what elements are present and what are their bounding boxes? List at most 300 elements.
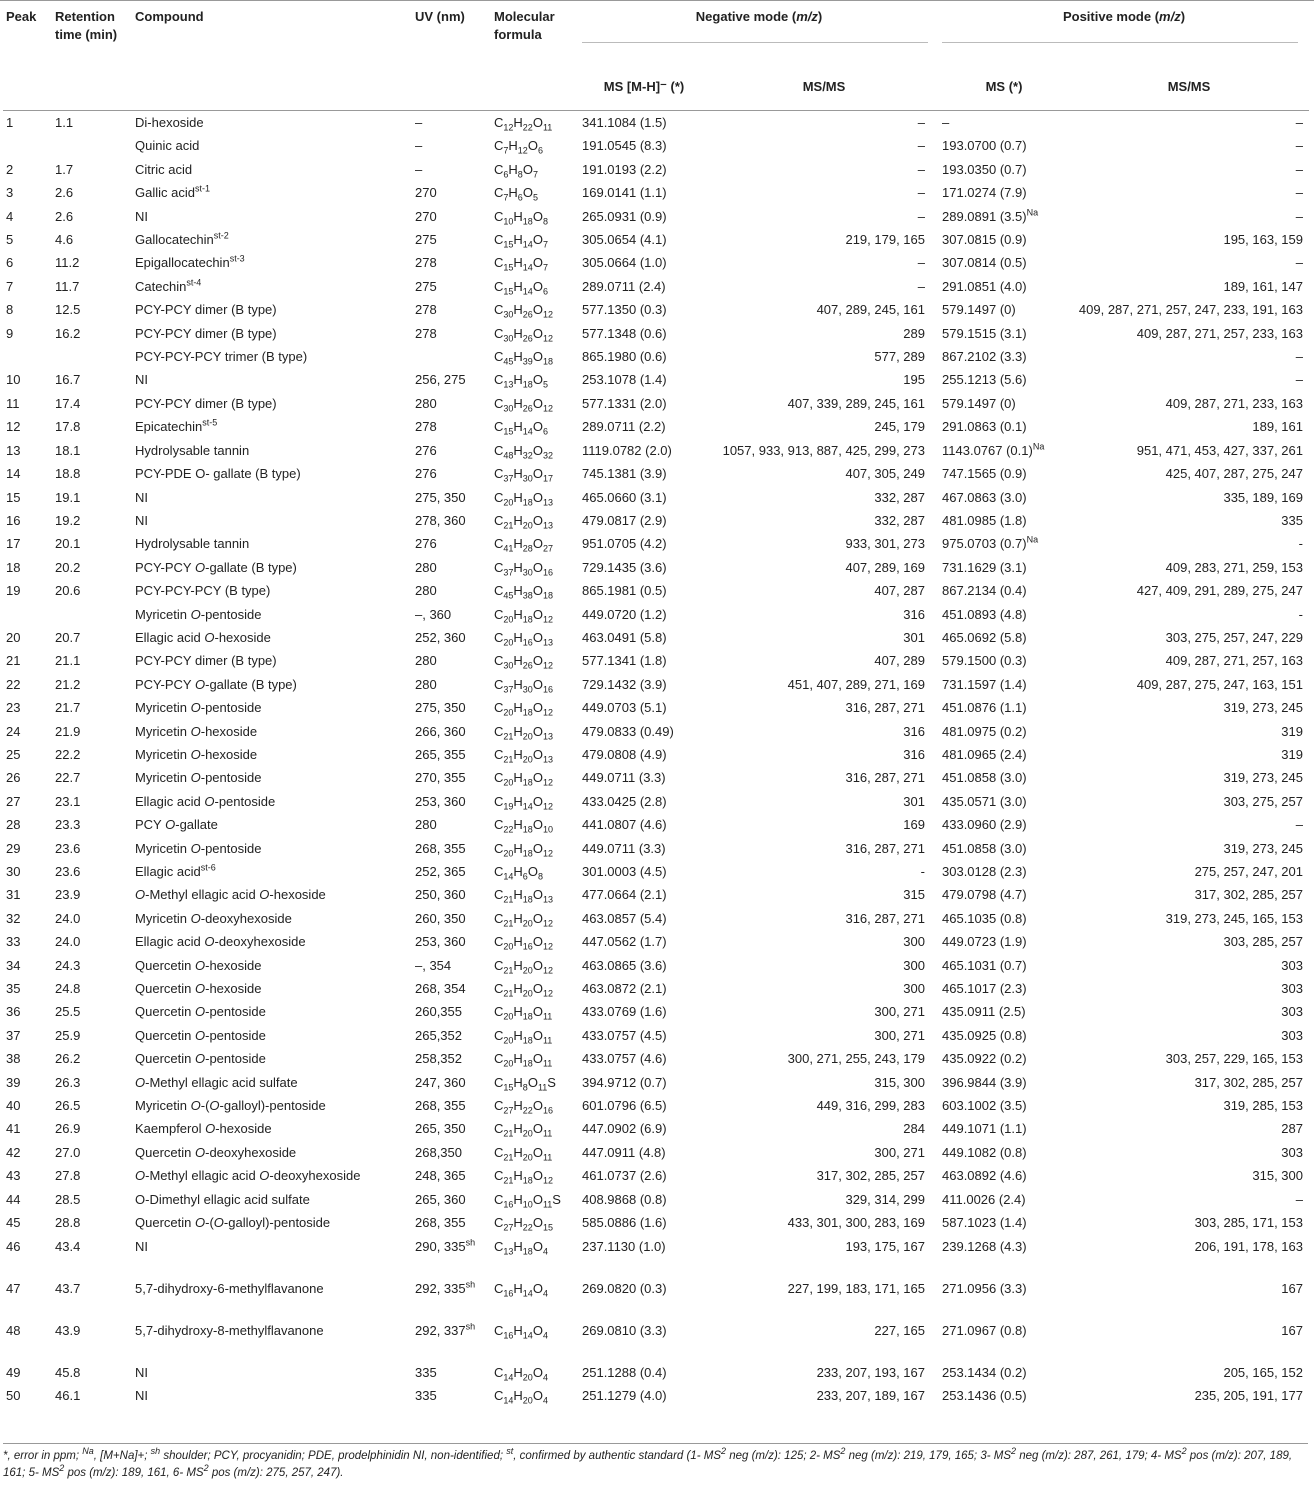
cell-pos-msms: 303 bbox=[1281, 957, 1303, 973]
cell-pos-msms: 303, 285, 257 bbox=[1223, 934, 1303, 950]
cell-compound: Myricetin O-hexoside bbox=[135, 723, 258, 739]
cell-peak: 28 bbox=[6, 817, 21, 833]
cell-pos-msms: 206, 191, 178, 163 bbox=[1194, 1238, 1303, 1254]
table-row bbox=[3, 181, 1309, 204]
cell-formula: $C_7H_{12}O_6$ bbox=[494, 138, 543, 156]
cell-pos-msms: - bbox=[1298, 536, 1303, 552]
cell-pos-ms: 451.0876 (1.1) bbox=[942, 700, 1027, 716]
table-row bbox=[3, 977, 1309, 1000]
table-row bbox=[3, 345, 1309, 368]
cell-retention-time: 20.1 bbox=[55, 536, 81, 552]
cell-retention-time: 20.2 bbox=[55, 559, 81, 575]
cell-pos-msms: 319, 273, 245 bbox=[1223, 840, 1303, 856]
cell-retention-time: 16.2 bbox=[55, 325, 81, 341]
cell-compound: PCY-PCY dimer (B type) bbox=[135, 325, 277, 341]
cell-uv: 268, 355 bbox=[415, 1098, 466, 1114]
table-row bbox=[3, 1164, 1309, 1187]
cell-compound: Di-hexoside bbox=[135, 115, 204, 130]
cell-neg-msms: – bbox=[917, 208, 925, 224]
cell-compound: Myricetin O-pentoside bbox=[135, 700, 262, 716]
cell-peak: 49 bbox=[6, 1364, 21, 1380]
cell-neg-ms: 479.0833 (0.49) bbox=[582, 723, 674, 739]
cell-pos-msms: – bbox=[1295, 349, 1303, 365]
cell-neg-ms: 463.0491 (5.8) bbox=[582, 629, 667, 645]
cell-peak: 27 bbox=[6, 793, 21, 809]
cell-formula: $C_{21}H_{20}O_{13}$ bbox=[494, 746, 553, 765]
cell-pos-msms: 319, 273, 245, 165, 153 bbox=[1165, 910, 1303, 926]
cell-formula: $C_{21}H_{20}O_{12}$ bbox=[494, 957, 553, 976]
cell-peak: 19 bbox=[6, 583, 21, 599]
cell-retention-time: 17.4 bbox=[55, 395, 81, 411]
cell-formula: $C_{15}H_8O_{11}S$ bbox=[494, 1074, 556, 1093]
cell-formula: $C_{20}H_{18}O_{12}$ bbox=[494, 606, 553, 625]
cell-peak: 43 bbox=[6, 1168, 21, 1184]
cell-pos-ms: 303.0128 (2.3) bbox=[942, 864, 1027, 879]
cell-pos-ms: 449.0723 (1.9) bbox=[942, 934, 1027, 950]
cell-uv: 290, $335^{sh}$ bbox=[415, 1237, 476, 1254]
cell-pos-ms: 481.0965 (2.4) bbox=[942, 746, 1027, 762]
cell-pos-msms: 287 bbox=[1281, 1121, 1303, 1137]
cell-compound: Citric acid bbox=[135, 161, 193, 177]
cell-peak: 34 bbox=[6, 957, 21, 973]
cell-retention-time: 19.2 bbox=[55, 512, 81, 528]
cell-formula: $C_{14}H_{20}O_4$ bbox=[494, 1364, 548, 1383]
cell-neg-msms: - bbox=[920, 864, 925, 879]
cell-formula: $C_{45}H_{39}O_{18}$ bbox=[494, 349, 553, 367]
cell-pos-ms: 289.0891 $(3.5)^{Na}$ bbox=[942, 207, 1039, 224]
cell-compound: PCY-PCY O-gallate (B type) bbox=[135, 676, 297, 692]
table-row bbox=[3, 486, 1309, 509]
cell-neg-ms: 463.0865 (3.6) bbox=[582, 957, 667, 973]
cell-pos-msms: 409, 283, 271, 259, 153 bbox=[1165, 559, 1303, 575]
cell-uv: 268, 354 bbox=[415, 981, 466, 997]
cell-peak bbox=[3, 345, 52, 368]
cell-formula: $C_{15}H_{14}O_7$ bbox=[494, 255, 548, 274]
table-row bbox=[3, 883, 1309, 906]
cell-compound: Myricetin O-deoxyhexoside bbox=[135, 910, 292, 926]
cell-peak: 35 bbox=[6, 981, 21, 997]
cell-uv bbox=[412, 345, 491, 368]
cell-uv: 253, 360 bbox=[415, 934, 466, 950]
cell-pos-msms: – bbox=[1295, 1191, 1303, 1207]
cell-neg-ms: 479.0808 (4.9) bbox=[582, 746, 667, 762]
cell-uv: 275, 350 bbox=[415, 489, 466, 505]
cell-uv: 276 bbox=[415, 466, 437, 482]
cell-uv: 276 bbox=[415, 442, 437, 458]
cell-pos-ms: 253.1436 (0.5) bbox=[942, 1387, 1027, 1403]
cell-compound: PCY-PDE O- gallate (B type) bbox=[135, 466, 301, 482]
cell-retention-time: 45.8 bbox=[55, 1364, 81, 1380]
cell-uv: 335 bbox=[415, 1364, 437, 1380]
cell-pos-ms: 396.9844 (3.9) bbox=[942, 1074, 1027, 1090]
cell-uv: 268,350 bbox=[415, 1144, 462, 1160]
cell-neg-msms: – bbox=[917, 185, 925, 201]
cell-pos-msms: 303, 275, 257 bbox=[1223, 793, 1303, 809]
cell-formula: $C_{21}H_{20}O_{11}$ bbox=[494, 1121, 553, 1140]
cell-neg-msms: 433, 301, 300, 283, 169 bbox=[787, 1215, 925, 1231]
cell-pos-msms: – bbox=[1295, 161, 1303, 177]
cell-neg-msms: 300 bbox=[903, 957, 925, 973]
cell-formula: $C_{20}H_{18}O_{13}$ bbox=[494, 489, 553, 508]
cell-neg-ms: 341.1084 (1.5) bbox=[582, 115, 667, 130]
cell-compound: Kaempferol O-hexoside bbox=[135, 1121, 272, 1137]
cell-pos-msms: 275, 257, 247, 201 bbox=[1194, 864, 1303, 879]
cell-pos-ms: 239.1268 (4.3) bbox=[942, 1238, 1027, 1254]
cell-neg-ms: 441.0807 (4.6) bbox=[582, 817, 667, 833]
cell-peak: 4 bbox=[6, 208, 14, 224]
cell-compound: Myricetin O-pentoside bbox=[135, 606, 262, 622]
cell-neg-ms: 585.0886 (1.6) bbox=[582, 1215, 667, 1231]
cell-neg-msms: 315, 300 bbox=[874, 1074, 925, 1090]
cell-neg-msms: 300 bbox=[903, 934, 925, 950]
positive-mode-label: Positive mode (m/z) bbox=[1062, 9, 1186, 24]
cell-peak: 16 bbox=[6, 512, 21, 528]
cell-compound: NI bbox=[135, 489, 148, 505]
cell-neg-msms: – bbox=[917, 255, 925, 271]
cell-formula: $C_{20}H_{18}O_{11}$ bbox=[494, 1051, 553, 1069]
cell-neg-msms: 316 bbox=[903, 606, 925, 622]
cell-neg-ms: 191.0193 (2.2) bbox=[582, 161, 667, 177]
cell-pos-msms: 303 bbox=[1281, 1004, 1303, 1020]
cell-pos-msms: 235, 205, 191, 177 bbox=[1194, 1387, 1303, 1403]
cell-peak: 48 bbox=[6, 1322, 21, 1338]
cell-compound: 5,7-dihydroxy-6-methylflavanone bbox=[135, 1280, 324, 1296]
cell-neg-msms: – bbox=[917, 278, 925, 294]
header-formula: Molecular formula bbox=[494, 9, 555, 42]
cell-pos-ms: 867.2134 (0.4) bbox=[942, 583, 1027, 599]
header-neg-ms: MS [M-H]⁻ (*) bbox=[603, 79, 685, 94]
cell-formula: $C_{16}H_{14}O_4$ bbox=[494, 1322, 548, 1341]
cell-neg-ms: 463.0872 (2.1) bbox=[582, 981, 667, 997]
cell-neg-ms: 477.0664 (2.1) bbox=[582, 887, 667, 903]
cell-peak: 21 bbox=[6, 653, 21, 669]
cell-formula: $C_{14}H_{20}O_4$ bbox=[494, 1387, 548, 1406]
cell-formula: $C_{48}H_{32}O_{32}$ bbox=[494, 442, 553, 461]
table-row bbox=[3, 205, 1309, 228]
cell-uv: 248, 365 bbox=[415, 1168, 466, 1184]
cell-compound: Ellagic acid O-pentoside bbox=[135, 793, 276, 809]
cell-compound: Quercetin O-hexoside bbox=[135, 957, 262, 973]
cell-retention-time: 21.2 bbox=[55, 676, 81, 692]
cell-retention-time: 19.1 bbox=[55, 489, 81, 505]
cell-peak: 25 bbox=[6, 746, 21, 762]
cell-pos-msms: 409, 287, 275, 247, 163, 151 bbox=[1136, 676, 1303, 692]
cell-retention-time: 23.1 bbox=[55, 793, 81, 809]
table-row bbox=[3, 1024, 1309, 1047]
table-row bbox=[3, 1117, 1309, 1140]
table-row bbox=[3, 509, 1309, 532]
table-row bbox=[3, 556, 1309, 579]
cell-neg-msms: 195 bbox=[903, 372, 925, 388]
cell-retention-time: 27.8 bbox=[55, 1168, 81, 1184]
cell-peak: 15 bbox=[6, 489, 21, 505]
cell-peak: 44 bbox=[6, 1191, 21, 1207]
cell-neg-msms: 329, 314, 299 bbox=[845, 1191, 925, 1207]
header-neg-msms: MS/MS bbox=[802, 79, 846, 94]
cell-uv: 265, 350 bbox=[415, 1121, 466, 1137]
cell-peak: 7 bbox=[6, 278, 14, 294]
table-body bbox=[3, 111, 1309, 1408]
cell-retention-time: 21.7 bbox=[55, 700, 81, 716]
cell-retention-time: 28.8 bbox=[55, 1215, 81, 1231]
cell-neg-ms: 745.1381 (3.9) bbox=[582, 466, 667, 482]
cell-retention-time: 25.9 bbox=[55, 1027, 81, 1043]
table-row bbox=[3, 275, 1309, 298]
cell-compound: PCY-PCY dimer (B type) bbox=[135, 302, 277, 318]
cell-pos-ms: 481.0975 (0.2) bbox=[942, 723, 1027, 739]
cell-compound: O-Methyl ellagic acid sulfate bbox=[135, 1074, 298, 1090]
cell-peak: 10 bbox=[6, 372, 21, 388]
cell-compound: O-Dimethyl ellagic acid sulfate bbox=[135, 1191, 310, 1207]
cell-compound: Epicatechin$^{st-5}$ bbox=[135, 417, 218, 435]
cell-peak: 50 bbox=[6, 1387, 21, 1403]
cell-neg-msms: 233, 207, 189, 167 bbox=[816, 1387, 925, 1403]
cell-pos-ms: 731.1629 (3.1) bbox=[942, 559, 1027, 575]
cell-pos-ms: 579.1497 (0) bbox=[942, 395, 1016, 411]
cell-peak: 14 bbox=[6, 466, 21, 482]
cell-compound: Myricetin O-pentoside bbox=[135, 840, 262, 856]
cell-retention-time bbox=[52, 134, 132, 157]
cell-uv: 258,352 bbox=[415, 1051, 462, 1067]
cell-compound: Ellagic acid$^{st-6}$ bbox=[135, 862, 216, 879]
cell-neg-ms: 447.0562 (1.7) bbox=[582, 934, 667, 950]
cell-retention-time: 18.8 bbox=[55, 466, 81, 482]
cell-pos-msms: 409, 287, 271, 257, 163 bbox=[1165, 653, 1303, 669]
table-row bbox=[3, 1094, 1309, 1117]
cell-pos-msms: 303 bbox=[1281, 981, 1303, 997]
cell-uv: 275 bbox=[415, 232, 437, 248]
cell-compound: NI bbox=[135, 512, 148, 528]
cell-compound: Ellagic acid O-hexoside bbox=[135, 629, 271, 645]
cell-pos-ms: 479.0798 (4.7) bbox=[942, 887, 1027, 903]
cell-peak: 24 bbox=[6, 723, 21, 739]
cell-neg-msms: 332, 287 bbox=[874, 512, 925, 528]
cell-pos-msms: – bbox=[1295, 115, 1303, 130]
cell-peak: 8 bbox=[6, 302, 14, 318]
cell-pos-ms: 451.0858 (3.0) bbox=[942, 770, 1027, 786]
cell-retention-time: 2.6 bbox=[55, 185, 74, 201]
table-row bbox=[3, 766, 1309, 789]
cell-pos-msms: 319, 273, 245 bbox=[1223, 700, 1303, 716]
cell-pos-ms: 271.0967 (0.8) bbox=[942, 1322, 1027, 1338]
cell-neg-msms: 301 bbox=[903, 793, 925, 809]
cell-formula: $C_{20}H_{18}O_{11}$ bbox=[494, 1027, 553, 1046]
cell-formula: $C_{27}H_{22}O_{15}$ bbox=[494, 1215, 553, 1233]
cell-formula: $C_{13}H_{18}O_4$ bbox=[494, 1238, 548, 1257]
cell-pos-ms: 433.0960 (2.9) bbox=[942, 817, 1027, 833]
cell-peak: 6 bbox=[6, 255, 14, 271]
cell-formula: $C_{20}H_{16}O_{13}$ bbox=[494, 629, 553, 648]
cell-compound: PCY O-gallate bbox=[135, 817, 218, 833]
cell-compound: NI bbox=[135, 372, 148, 388]
table-row bbox=[3, 743, 1309, 766]
cell-neg-msms: 227, 199, 183, 171, 165 bbox=[787, 1280, 925, 1296]
cell-neg-msms: 300, 271 bbox=[874, 1027, 925, 1043]
cell-pos-msms: 317, 302, 285, 257 bbox=[1194, 887, 1303, 903]
cell-peak: 46 bbox=[6, 1238, 21, 1254]
table-row bbox=[3, 1047, 1309, 1070]
header-peak: Peak bbox=[6, 9, 37, 24]
table-row bbox=[3, 439, 1309, 462]
cell-neg-msms: 300, 271 bbox=[874, 1004, 925, 1020]
cell-formula: $C_{21}H_{20}O_{11}$ bbox=[494, 1144, 553, 1163]
table-row bbox=[3, 1361, 1309, 1384]
cell-compound: PCY-PCY O-gallate (B type) bbox=[135, 559, 297, 575]
cell-pos-msms: – bbox=[1295, 255, 1303, 271]
cell-neg-ms: 463.0857 (5.4) bbox=[582, 910, 667, 926]
cell-peak: 26 bbox=[6, 770, 21, 786]
cell-retention-time: 20.7 bbox=[55, 629, 81, 645]
cell-pos-msms: 335, 189, 169 bbox=[1223, 489, 1303, 505]
cell-pos-ms: 307.0815 (0.9) bbox=[942, 232, 1027, 248]
cell-neg-msms: 169 bbox=[903, 817, 925, 833]
cell-pos-ms: 587.1023 (1.4) bbox=[942, 1215, 1027, 1231]
cell-neg-msms: – bbox=[917, 115, 925, 130]
cell-pos-ms: 307.0814 (0.5) bbox=[942, 255, 1027, 271]
cell-uv: 276 bbox=[415, 536, 437, 552]
cell-uv: 278 bbox=[415, 419, 437, 435]
cell-formula: $C_{21}H_{18}O_{12}$ bbox=[494, 1168, 553, 1186]
cell-pos-ms: 1143.0767 $(0.1)^{Na}$ bbox=[942, 441, 1045, 458]
cell-pos-msms: – bbox=[1295, 372, 1303, 388]
cell-pos-ms: 193.0700 (0.7) bbox=[942, 138, 1027, 154]
cell-compound: 5,7-dihydroxy-8-methylflavanone bbox=[135, 1322, 324, 1338]
cell-retention-time: 27.0 bbox=[55, 1144, 81, 1160]
cell-retention-time: 24.8 bbox=[55, 981, 81, 997]
cell-neg-ms: 305.0654 (4.1) bbox=[582, 232, 667, 248]
cell-pos-ms: 171.0274 (7.9) bbox=[942, 185, 1027, 201]
table-row bbox=[3, 954, 1309, 977]
cell-formula: $C_{20}H_{18}O_{12}$ bbox=[494, 840, 553, 859]
table-row bbox=[3, 415, 1309, 438]
cell-uv: 280 bbox=[415, 653, 437, 669]
cell-retention-time: 26.9 bbox=[55, 1121, 81, 1137]
cell-pos-msms: 205, 165, 152 bbox=[1223, 1364, 1303, 1380]
cell-retention-time: 25.5 bbox=[55, 1004, 81, 1020]
cell-pos-msms: – bbox=[1295, 208, 1303, 224]
cell-peak: 3 bbox=[6, 185, 14, 201]
cell-pos-msms: - bbox=[1298, 606, 1303, 622]
cell-pos-msms: 409, 287, 271, 233, 163 bbox=[1165, 395, 1303, 411]
cell-pos-ms: 435.0571 (3.0) bbox=[942, 793, 1027, 809]
cell-formula: $C_{30}H_{26}O_{12}$ bbox=[494, 395, 553, 414]
cell-neg-msms: – bbox=[917, 138, 925, 154]
table-row bbox=[3, 1071, 1309, 1094]
cell-pos-msms: 319, 273, 245 bbox=[1223, 770, 1303, 786]
cell-compound: Quercetin O-hexoside bbox=[135, 981, 262, 997]
cell-compound: Gallic acid$^{st-1}$ bbox=[135, 183, 210, 201]
cell-peak: 32 bbox=[6, 910, 21, 926]
cell-compound: Hydrolysable tannin bbox=[135, 442, 250, 458]
cell-peak: 30 bbox=[6, 864, 21, 879]
cell-pos-msms: 303, 275, 257, 247, 229 bbox=[1165, 629, 1303, 645]
cell-retention-time: 4.6 bbox=[55, 232, 74, 248]
cell-pos-msms: 317, 302, 285, 257 bbox=[1194, 1074, 1303, 1090]
cell-neg-msms: 407, 305, 249 bbox=[845, 466, 925, 482]
cell-peak: 18 bbox=[6, 559, 21, 575]
table-footnote: *, error in ppm; $^{Na}$, [M+Na]+; $^{sh}$ shoulder; PCY, procyanidin; PDE, prodelphinidin NI, non-identified; $^{st}$, confirmed by authentic standard (1- $MS^2$ neg (m/z): 125; 2- $MS^2$ neg (m/z): 219, 179, 165; 3- $MS^2$ neg (m/z): 287, 261, 179; 4- $MS^2$ pos (m/z): 207, 189, 161; 5- $MS^2$ pos (m/z): 189, 161, 6- $MS^2$ pos (m/z): 275, 257, 247). bbox=[3, 1443, 1308, 1482]
cell-neg-msms: – bbox=[917, 161, 925, 177]
table-row bbox=[3, 649, 1309, 672]
table-row bbox=[3, 158, 1309, 181]
cell-pos-ms: 435.0911 (2.5) bbox=[942, 1004, 1026, 1020]
cell-compound: Quercetin O-pentoside bbox=[135, 1027, 266, 1043]
table-row bbox=[3, 673, 1309, 696]
cell-neg-msms: 316, 287, 271 bbox=[845, 910, 925, 926]
cell-neg-ms: 191.0545 (8.3) bbox=[582, 138, 667, 154]
cell-pos-ms: 253.1434 (0.2) bbox=[942, 1364, 1027, 1380]
table-row bbox=[3, 322, 1309, 345]
positive-group-rule bbox=[942, 42, 1298, 43]
cell-retention-time: 22.2 bbox=[55, 746, 81, 762]
cell-neg-ms: 301.0003 (4.5) bbox=[582, 864, 667, 879]
cell-pos-msms: 303 bbox=[1281, 1144, 1303, 1160]
cell-compound: PCY-PCY dimer (B type) bbox=[135, 395, 277, 411]
cell-retention-time: 23.9 bbox=[55, 887, 81, 903]
cell-compound: O-Methyl ellagic acid O-deoxyhexoside bbox=[135, 1168, 361, 1184]
cell-formula: $C_{21}H_{20}O_{13}$ bbox=[494, 723, 553, 742]
table-row bbox=[3, 720, 1309, 743]
cell-pos-ms: 451.0858 (3.0) bbox=[942, 840, 1027, 856]
cell-neg-msms: 407, 289, 169 bbox=[845, 559, 925, 575]
cell-neg-ms: 449.0711 (3.3) bbox=[582, 840, 666, 856]
cell-peak: 39 bbox=[6, 1074, 21, 1090]
cell-neg-ms: 251.1279 (4.0) bbox=[582, 1387, 667, 1403]
cell-retention-time: 23.3 bbox=[55, 817, 81, 833]
cell-uv: 256, 275 bbox=[415, 372, 466, 388]
cell-pos-msms: 409, 287, 271, 257, 247, 233, 191, 163 bbox=[1078, 302, 1303, 318]
cell-neg-ms: 449.0703 (5.1) bbox=[582, 700, 667, 716]
cell-neg-ms: 408.9868 (0.8) bbox=[582, 1191, 667, 1207]
cell-neg-ms: 865.1980 (0.6) bbox=[582, 349, 667, 365]
table-row bbox=[3, 228, 1309, 251]
cell-formula: $C_{45}H_{38}O_{18}$ bbox=[494, 583, 553, 601]
cell-compound: Quercetin O-pentoside bbox=[135, 1051, 266, 1067]
cell-compound: Quercetin O-pentoside bbox=[135, 1004, 266, 1020]
cell-formula: $C_{22}H_{18}O_{10}$ bbox=[494, 817, 553, 835]
table-row bbox=[3, 111, 1309, 135]
cell-peak: 9 bbox=[6, 325, 14, 341]
cell-compound: Hydrolysable tannin bbox=[135, 536, 250, 552]
cell-neg-msms: 300 bbox=[903, 981, 925, 997]
cell-retention-time: 46.1 bbox=[55, 1387, 81, 1403]
cell-pos-msms: 195, 163, 159 bbox=[1223, 232, 1303, 248]
cell-neg-msms: 219, 179, 165 bbox=[845, 232, 925, 248]
cell-formula: $C_{37}H_{30}O_{17}$ bbox=[494, 466, 553, 484]
cell-pos-ms: 747.1565 (0.9) bbox=[942, 466, 1027, 482]
cell-compound: PCY-PCY-PCY (B type) bbox=[135, 583, 271, 599]
cell-neg-ms: 265.0931 (0.9) bbox=[582, 208, 667, 224]
cell-compound: Catechin$^{st-4}$ bbox=[135, 277, 202, 294]
cell-pos-msms: 167 bbox=[1281, 1280, 1303, 1296]
cell-compound: Quinic acid bbox=[135, 138, 200, 154]
cell-pos-msms: 315, 300 bbox=[1252, 1168, 1303, 1184]
cell-neg-msms: 284 bbox=[903, 1121, 925, 1137]
table-row bbox=[3, 298, 1309, 321]
negative-group-rule bbox=[582, 42, 928, 43]
table-row bbox=[3, 1319, 1309, 1361]
cell-neg-ms: 729.1435 (3.6) bbox=[582, 559, 667, 575]
cell-retention-time: 26.3 bbox=[55, 1074, 81, 1090]
cell-uv: 260,355 bbox=[415, 1004, 462, 1020]
cell-neg-msms: 332, 287 bbox=[874, 489, 925, 505]
cell-neg-msms: 933, 301, 273 bbox=[845, 536, 925, 552]
cell-uv: 280 bbox=[415, 676, 437, 692]
cell-uv: 266, 360 bbox=[415, 723, 466, 739]
cell-pos-msms: – bbox=[1295, 185, 1303, 201]
cell-formula: $C_{12}H_{22}O_{11}$ bbox=[494, 115, 553, 133]
cell-formula: $C_{21}H_{20}O_{13}$ bbox=[494, 512, 553, 531]
